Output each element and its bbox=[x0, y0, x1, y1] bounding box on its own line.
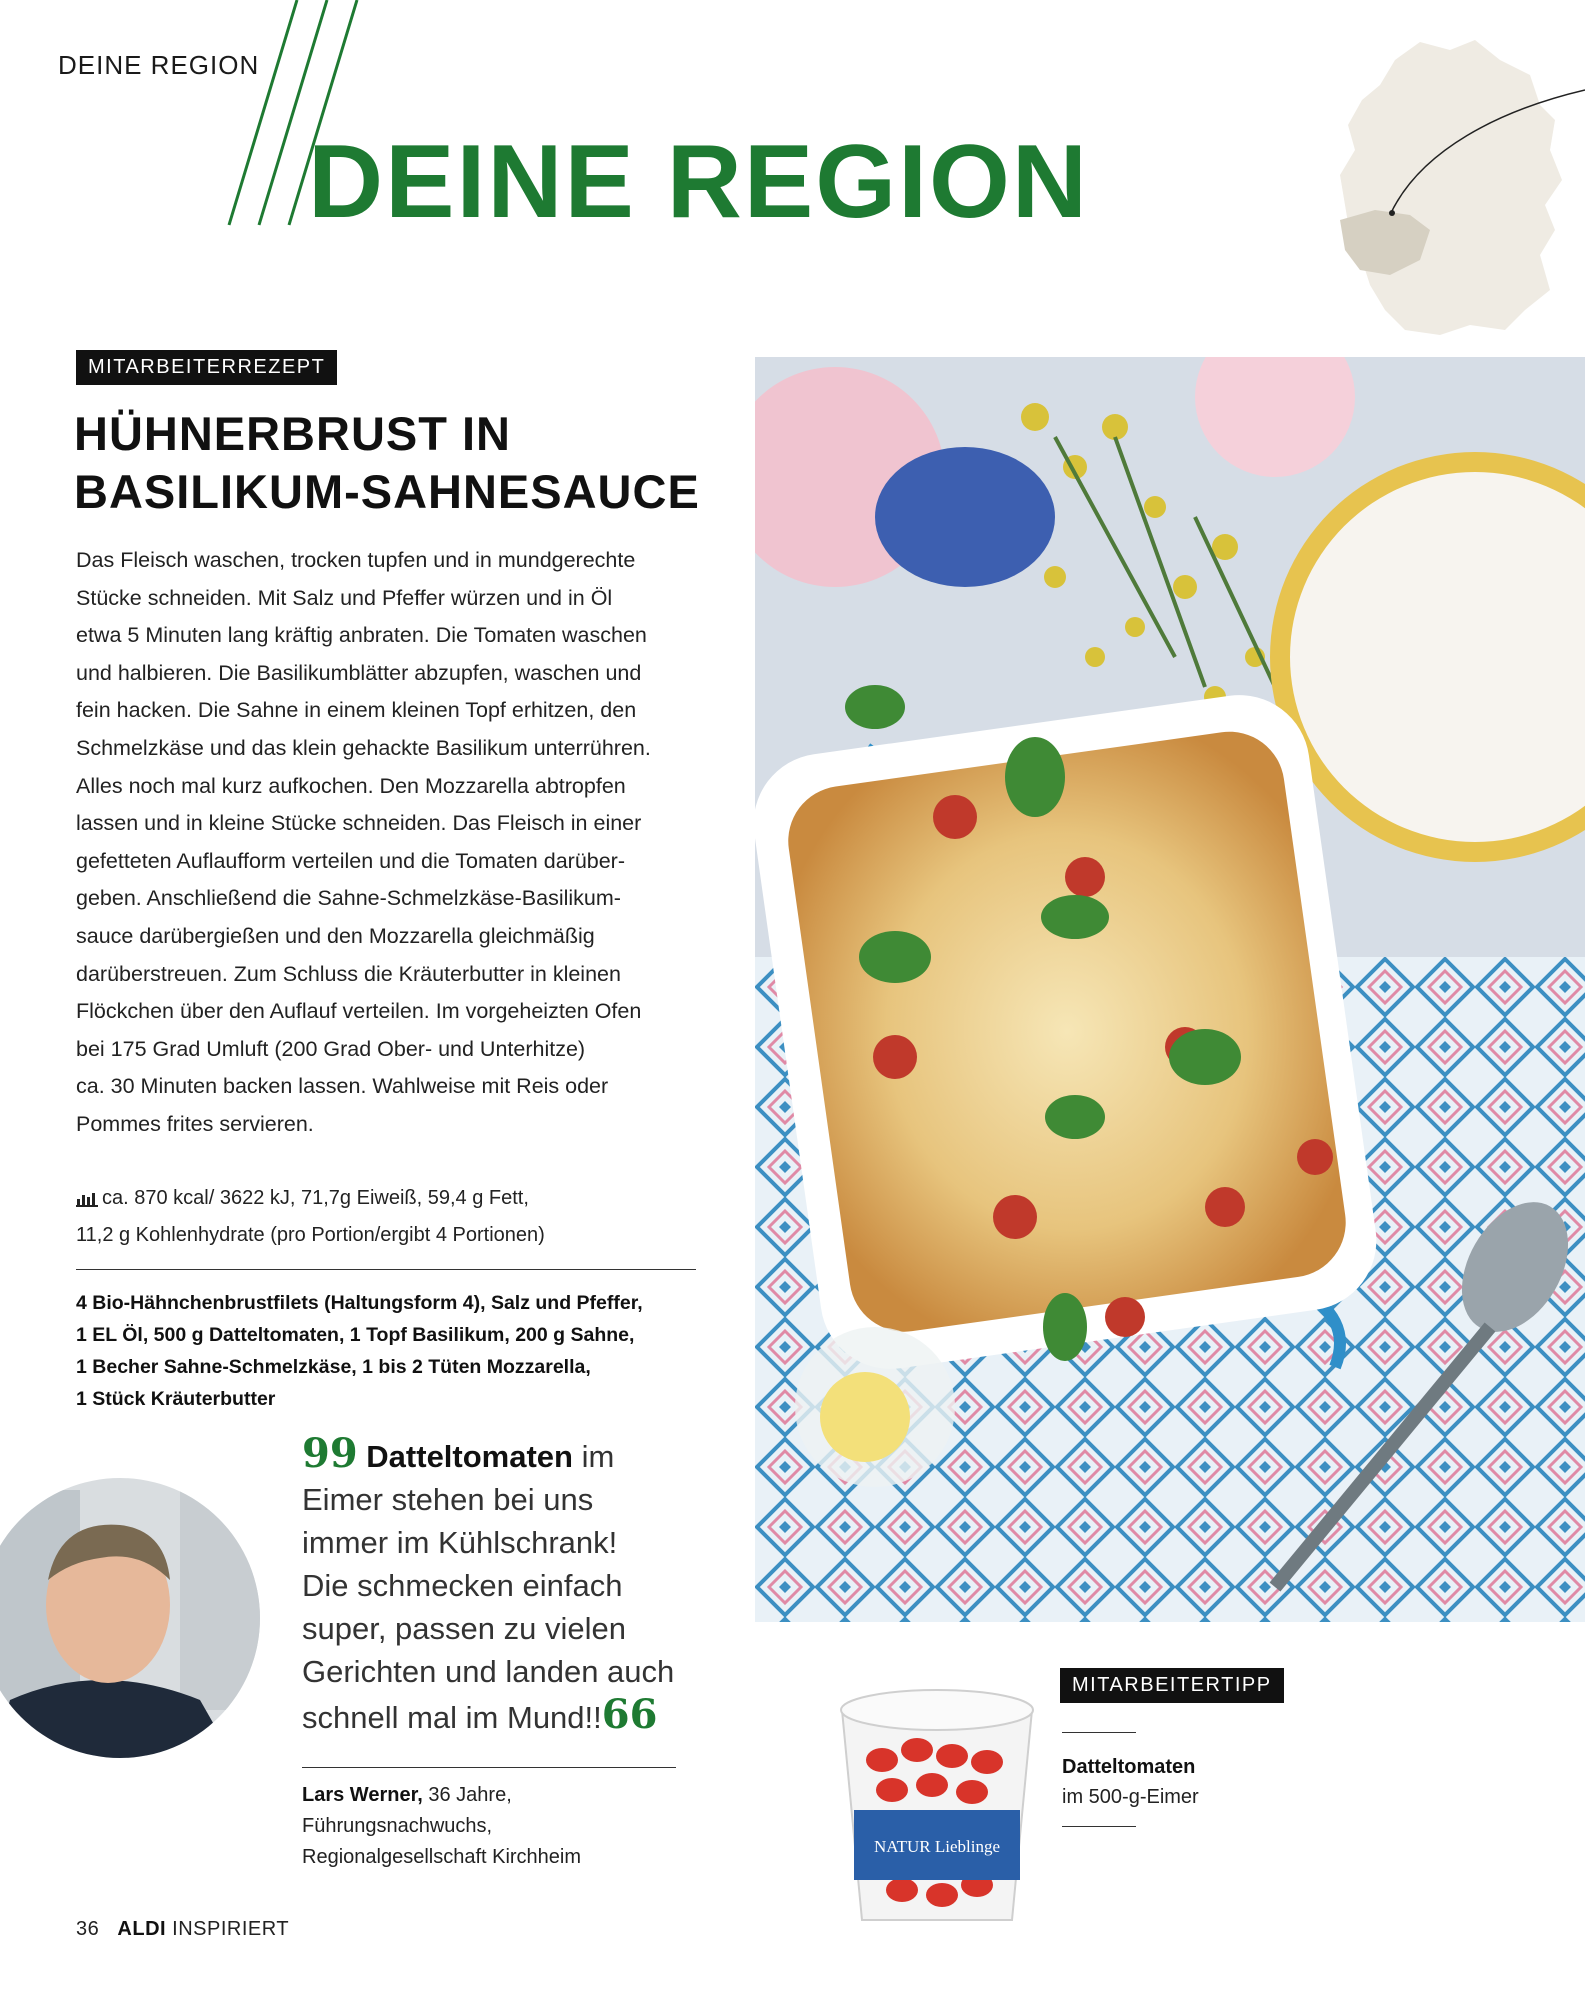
ingredient-line: 1 Becher Sahne-Schmelzkäse, 1 bis 2 Tüten Mozzarella, bbox=[76, 1356, 591, 1378]
recipe-badge: MITARBEITERREZEPT bbox=[76, 350, 337, 385]
author-age: 36 Jahre, bbox=[422, 1784, 512, 1806]
author-name: Lars Werner, bbox=[302, 1784, 423, 1806]
instruction-line: Das Fleisch waschen, trocken tupfen und in mundgerechte bbox=[76, 548, 636, 572]
recipe-title bbox=[74, 405, 714, 521]
ingredient-line: 4 Bio-Hähnchenbrustfilets (Haltungsform 4), Salz und Pfeffer, bbox=[76, 1292, 643, 1314]
instruction-line: fein hacken. Die Sahne in einem kleinen Topf erhitzen, den bbox=[76, 698, 637, 723]
germany-map-icon bbox=[1300, 30, 1585, 340]
instruction-line: und halbieren. Die Basilikumblätter abzupfen, waschen und bbox=[76, 660, 642, 685]
divider bbox=[76, 1269, 696, 1270]
divider bbox=[1062, 1732, 1136, 1733]
instruction-line: geben. Anschließend die Sahne-Schmelzkäse-Basilikum- bbox=[76, 886, 621, 911]
quote-line: immer im Kühlschrank! bbox=[302, 1525, 618, 1560]
open-quote-icon: 99 bbox=[302, 1430, 358, 1477]
instruction-line: bei 175 Grad Umluft (200 Grad Ober- und Unterhitze) bbox=[76, 1036, 586, 1061]
recipe-title-line: BASILIKUM-SAHNESAUCE bbox=[74, 465, 700, 518]
brand-name: ALDI bbox=[117, 1918, 167, 1940]
quote-text: im bbox=[573, 1439, 615, 1474]
quote-line bbox=[302, 1693, 702, 1739]
bar-chart-icon bbox=[76, 1191, 98, 1207]
quote-line: super, passen zu vielen bbox=[302, 1611, 626, 1646]
ingredients-list bbox=[76, 1287, 696, 1415]
instruction-line: etwa 5 Minuten lang kräftig anbraten. Die Tomaten waschen bbox=[76, 623, 647, 648]
employee-quote bbox=[302, 1432, 702, 1739]
page-title: DEINE REGION bbox=[308, 124, 1089, 240]
nutrition-info bbox=[76, 1180, 696, 1254]
author-company: Regionalgesellschaft Kirchheim bbox=[302, 1846, 582, 1868]
quote-text: schnell mal im Mund!! bbox=[302, 1700, 602, 1735]
instruction-line: Schmelzkäse und das klein gehackte Basilikum unterrühren. bbox=[76, 735, 651, 760]
magazine-name: INSPIRIERT bbox=[172, 1918, 290, 1940]
package-label: NATUR Lieblinge bbox=[873, 1837, 1001, 1856]
section-kicker: DEINE REGION bbox=[58, 50, 260, 80]
product-detail: im 500-g-Eimer bbox=[1062, 1786, 1199, 1808]
divider bbox=[1062, 1826, 1136, 1827]
instruction-line: Flöckchen über den Auflauf verteilen. Im vorgeheizten Ofen bbox=[76, 999, 642, 1024]
recipe-title-line: HÜHNERBRUST IN bbox=[74, 407, 511, 460]
close-quote-icon: 66 bbox=[601, 1691, 658, 1738]
page-number: 36 bbox=[76, 1918, 100, 1940]
author-portrait bbox=[0, 1470, 260, 1770]
quote-line: Gerichten und landen auch bbox=[302, 1654, 675, 1689]
nutrition-line: ca. 870 kcal/ 3622 kJ, 71,7g Eiweiß, 59,4 g Fett, bbox=[102, 1187, 529, 1209]
ingredient-line: 1 Stück Kräuterbutter bbox=[76, 1388, 276, 1410]
quote-line bbox=[302, 1432, 702, 1478]
author-role: Führungsnachwuchs, bbox=[302, 1815, 493, 1837]
tip-product bbox=[1062, 1752, 1262, 1812]
instruction-line: gefetteten Auflaufform verteilen und die Tomaten darüber- bbox=[76, 848, 626, 873]
ingredient-line: 1 EL Öl, 500 g Datteltomaten, 1 Topf Basilikum, 200 g Sahne, bbox=[76, 1324, 635, 1346]
author-info bbox=[302, 1780, 702, 1873]
instruction-line: Alles noch mal kurz aufkochen. Den Mozzarella abtropfen bbox=[76, 773, 626, 798]
instruction-line: Stücke schneiden. Mit Salz und Pfeffer würzen und in Öl bbox=[76, 585, 613, 610]
instruction-line: ca. 30 Minuten backen lassen. Wahlweise mit Reis oder bbox=[76, 1074, 609, 1099]
quote-line: Die schmecken einfach bbox=[302, 1568, 623, 1603]
page-footer bbox=[76, 1918, 289, 1941]
instruction-line: Pommes frites servieren. bbox=[76, 1111, 314, 1136]
quote-highlight: Datteltomaten bbox=[366, 1439, 573, 1474]
tomato-bucket-image bbox=[832, 1670, 1042, 1930]
product-name: Datteltomaten bbox=[1062, 1756, 1196, 1778]
instruction-line: darüberstreuen. Zum Schluss die Kräuterbutter in kleinen bbox=[76, 961, 621, 986]
instruction-line: lassen und in kleine Stücke schneiden. Das Fleisch in einer bbox=[76, 811, 642, 836]
recipe-instructions bbox=[76, 542, 696, 1144]
nutrition-line: 11,2 g Kohlenhydrate (pro Portion/ergibt 4 Portionen) bbox=[76, 1224, 545, 1246]
instruction-line: sauce darübergießen und den Mozzarella gleichmäßig bbox=[76, 923, 595, 948]
quote-line: Eimer stehen bei uns bbox=[302, 1482, 594, 1517]
divider bbox=[302, 1767, 676, 1768]
tip-badge: MITARBEITERTIPP bbox=[1060, 1668, 1284, 1703]
recipe-photo bbox=[755, 357, 1585, 1622]
